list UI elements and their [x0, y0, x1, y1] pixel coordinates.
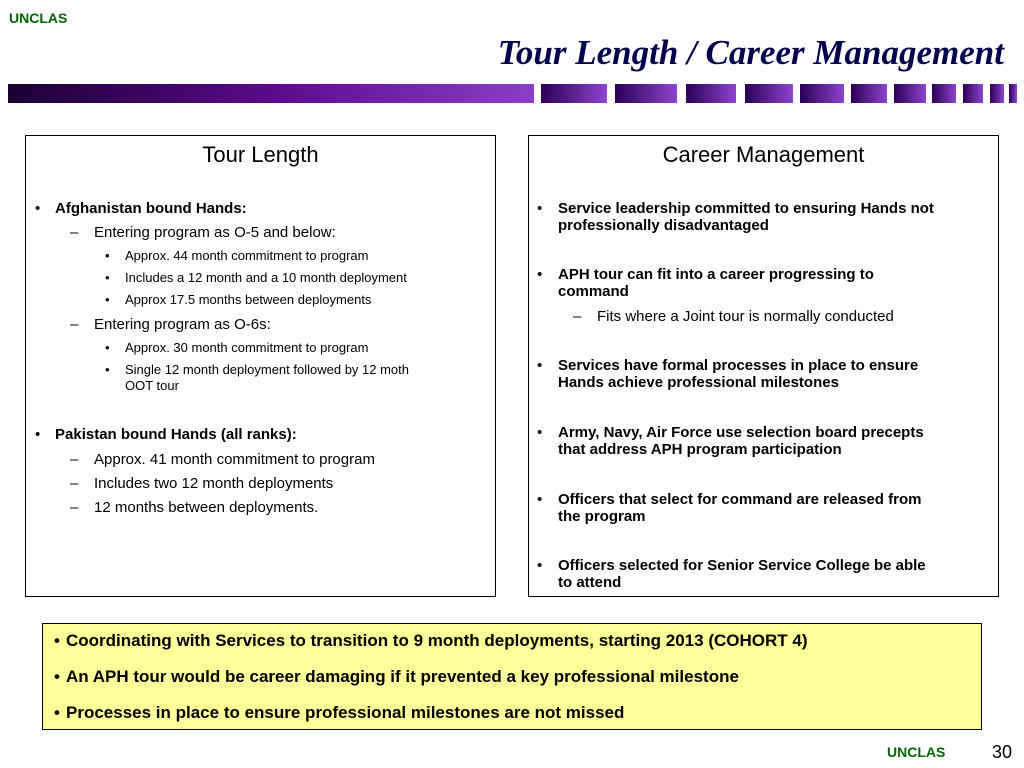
career-bullet-line: Services have formal processes in place to ensure: [558, 357, 919, 374]
title-bar-segment: [745, 84, 793, 103]
dash-marker: –: [573, 308, 582, 325]
bullet-marker: •: [537, 491, 543, 508]
bullet-marker: •: [537, 424, 543, 441]
pakistan-item: 12 months between deployments.: [94, 499, 319, 516]
title-bar-main: [8, 84, 534, 103]
bullet-marker: •: [105, 340, 110, 355]
title-underline-bar: [0, 0, 1024, 110]
title-bar-segment: [851, 84, 887, 103]
bullet-marker: •: [537, 557, 543, 574]
bullet-marker: •: [537, 266, 543, 283]
slide-number: 30: [992, 742, 1013, 762]
career-bullet-line: that address APH program participation: [558, 441, 842, 458]
o5-item: Approx 17.5 months between deployments: [125, 292, 372, 307]
bullet-marker: •: [105, 270, 110, 285]
dash-marker: –: [70, 475, 79, 492]
afghanistan-heading: Afghanistan bound Hands:: [55, 200, 247, 217]
o6-label: Entering program as O-6s:: [94, 316, 271, 333]
o5-item: Includes a 12 month and a 10 month deployment: [125, 270, 407, 285]
bullet-marker: •: [105, 248, 110, 263]
dash-marker: –: [70, 499, 79, 516]
career-bullet-line: to attend: [558, 574, 622, 591]
pakistan-heading: Pakistan bound Hands (all ranks):: [55, 426, 297, 443]
career-bullet-line: Army, Navy, Air Force use selection board precepts: [558, 424, 924, 441]
title-bar-segment: [615, 84, 677, 103]
summary-box: [42, 623, 982, 730]
bullet-marker: •: [35, 426, 41, 443]
career-bullet-line: the program: [558, 508, 646, 525]
summary-item: Processes in place to ensure professional milestones are not missed: [66, 703, 625, 722]
tour-length-heading: Tour Length: [202, 142, 319, 167]
career-bullet-line: APH tour can fit into a career progressing to: [558, 266, 874, 283]
bullet-marker: •: [35, 200, 41, 217]
classification-label-bottom: UNCLAS: [887, 744, 946, 760]
career-management-heading: Career Management: [662, 142, 865, 167]
summary-bullet-marker: •: [54, 631, 60, 650]
title-bar-segment: [686, 84, 736, 103]
dash-marker: –: [70, 316, 79, 333]
summary-bullet-marker: •: [54, 703, 60, 722]
dash-marker: –: [70, 451, 79, 468]
o6-item-line: OOT tour: [125, 378, 179, 393]
career-management-panel: [528, 135, 999, 597]
o5-label: Entering program as O-5 and below:: [94, 224, 336, 241]
o6-item: Approx. 30 month commitment to program: [125, 340, 369, 355]
title-bar-segment: [990, 84, 1004, 103]
dash-marker: –: [70, 224, 79, 241]
title-bar-segment: [932, 84, 956, 103]
career-bullet-line: Officers that select for command are released from: [558, 491, 922, 508]
career-bullet-line: Officers selected for Senior Service College be able: [558, 557, 926, 574]
o5-item: Approx. 44 month commitment to program: [125, 248, 369, 263]
title-bar-segment: [894, 84, 926, 103]
title-bar-segment: [800, 84, 844, 103]
summary-item: An APH tour would be career damaging if it prevented a key professional milestone: [66, 667, 739, 686]
summary-item: Coordinating with Services to transition to 9 month deployments, starting 2013 (COHORT 4): [66, 631, 808, 650]
slide-title: Tour Length / Career Management: [497, 33, 1004, 72]
bullet-marker: •: [105, 362, 110, 377]
career-bullet-line: Hands achieve professional milestones: [558, 374, 839, 391]
career-bullet-line: command: [558, 283, 629, 300]
bullet-marker: •: [105, 292, 110, 307]
summary-bullet-marker: •: [54, 667, 60, 686]
title-bar-segment: [963, 84, 983, 103]
title-bar-segment: [1009, 84, 1017, 103]
bullet-marker: •: [537, 357, 543, 374]
title-bar-segment: [541, 84, 607, 103]
o6-item-line: Single 12 month deployment followed by 12 moth: [125, 362, 410, 377]
career-bullet-line: Service leadership committed to ensuring Hands not: [558, 200, 934, 217]
career-bullet-line: professionally disadvantaged: [558, 217, 769, 234]
pakistan-item: Includes two 12 month deployments: [94, 475, 334, 492]
career-sub-item: Fits where a Joint tour is normally conducted: [597, 308, 894, 325]
bullet-marker: •: [537, 200, 543, 217]
pakistan-item: Approx. 41 month commitment to program: [94, 451, 375, 468]
tour-length-panel: [25, 135, 496, 597]
classification-label-top: UNCLAS: [9, 10, 68, 26]
